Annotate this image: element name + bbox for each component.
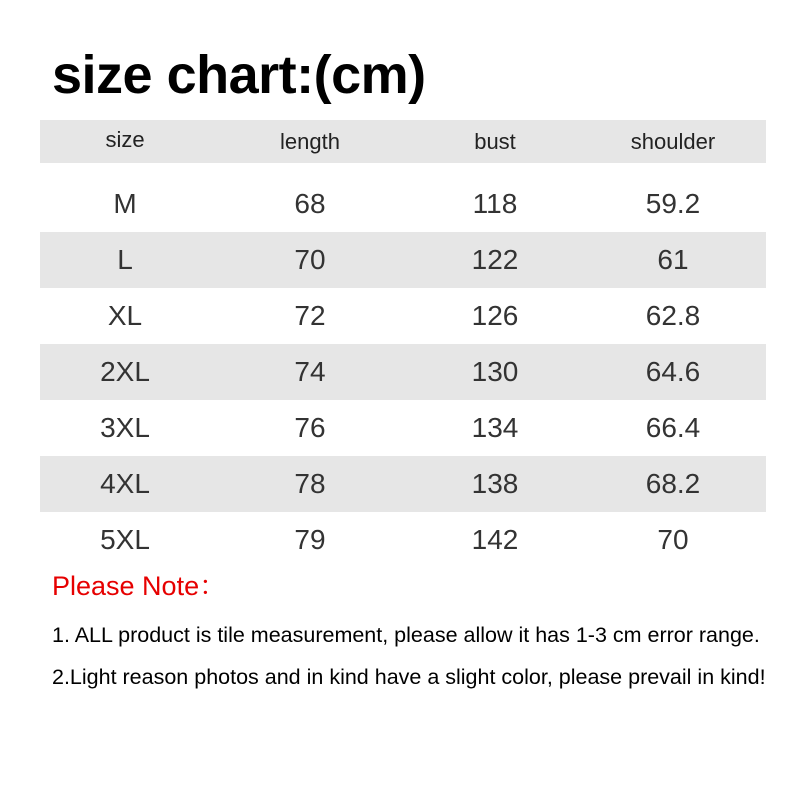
- cell-size: XL: [107, 300, 143, 331]
- cell-shoulder: 59.2: [645, 188, 701, 219]
- header-spacer: [40, 163, 766, 176]
- cell-size: L: [117, 244, 133, 275]
- cell-shoulder: 64.6: [645, 356, 701, 387]
- cell-bust: 130: [471, 356, 519, 387]
- note-title: Please Note：: [52, 571, 227, 601]
- cell-size: 5XL: [100, 524, 150, 555]
- cell-shoulder: 70: [657, 524, 689, 555]
- cell-length: 79: [294, 524, 326, 555]
- cell-length: 74: [294, 356, 326, 387]
- cell-size: 2XL: [100, 356, 150, 387]
- cell-bust: 122: [471, 244, 519, 275]
- cell-length: 76: [294, 412, 326, 443]
- cell-shoulder: 66.4: [645, 412, 701, 443]
- note-line: 2.Light reason photos and in kind have a slight color, please prevail in kind!: [52, 665, 766, 689]
- table-header-row: [40, 120, 766, 163]
- table-row: [40, 232, 766, 288]
- table-row: [40, 456, 766, 512]
- cell-size: M: [113, 188, 137, 219]
- cell-bust: 118: [472, 188, 518, 219]
- table-row: [40, 344, 766, 400]
- table-row: [40, 400, 766, 456]
- note-line: 1. ALL product is tile measurement, please allow it has 1-3 cm error range.: [52, 623, 760, 647]
- header-size: size: [105, 126, 145, 152]
- header-bust: bust: [474, 128, 516, 154]
- cell-bust: 134: [471, 412, 519, 443]
- page-title: size chart:(cm): [52, 45, 426, 105]
- cell-length: 72: [294, 300, 326, 331]
- cell-size: 3XL: [100, 412, 150, 443]
- note-body: [52, 614, 777, 698]
- cell-shoulder: 61: [657, 244, 689, 275]
- cell-shoulder: 62.8: [645, 300, 701, 331]
- header-length: length: [280, 128, 340, 154]
- cell-length: 78: [294, 468, 326, 499]
- header-shoulder: shoulder: [630, 128, 716, 154]
- cell-shoulder: 68.2: [645, 468, 701, 499]
- table-row: [40, 176, 766, 232]
- cell-bust: 138: [471, 468, 519, 499]
- cell-length: 68: [294, 188, 326, 219]
- table-row: [40, 512, 766, 568]
- cell-bust: 126: [471, 300, 519, 331]
- table-row: [40, 288, 766, 344]
- size-chart-table: [40, 120, 766, 568]
- cell-length: 70: [294, 244, 326, 275]
- cell-size: 4XL: [100, 468, 150, 499]
- cell-bust: 142: [471, 524, 519, 555]
